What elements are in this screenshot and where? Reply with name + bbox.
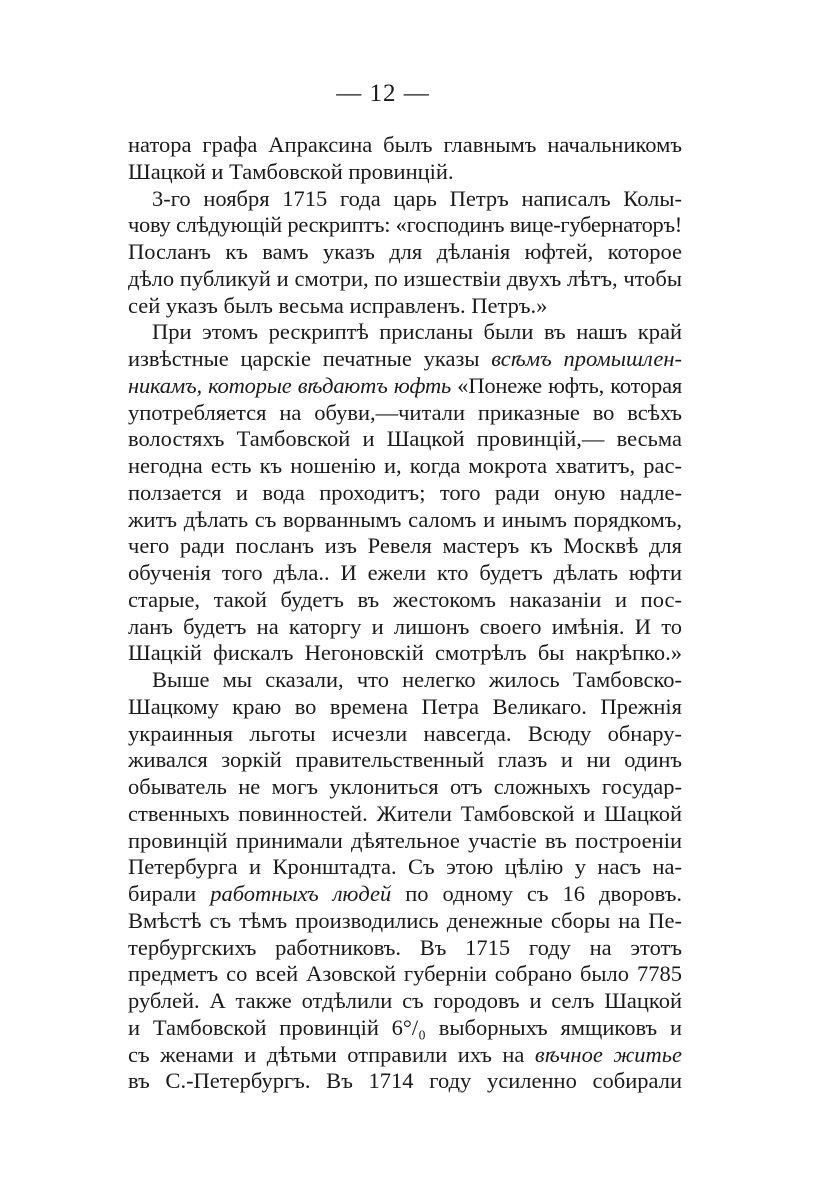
text-line: [128, 961, 682, 988]
text-segment: волостяхъ Тамбовской и Шацкой провинцій,— весьма: [128, 426, 682, 452]
text-segment: дѣло публикуй и смотри, по изшествіи двухъ лѣтъ, чтобы: [128, 265, 682, 291]
text-line: [128, 346, 682, 373]
text-line: [128, 935, 682, 962]
text-segment: При этомъ рескриптѣ присланы были въ нашъ край: [152, 319, 682, 345]
body-text: [128, 132, 682, 1095]
text-segment: живался зоркій правительственный глазъ и ни одинъ: [128, 747, 682, 773]
text-line: [128, 1068, 682, 1095]
text-segment: сей указъ былъ весьма исправленъ. Петръ.»: [128, 292, 548, 318]
text-segment: чову слѣдующій рескриптъ: «господинъ вице-губернаторъ!: [128, 212, 682, 238]
text-line: [128, 319, 682, 346]
text-segment: обученія того дѣла.. И ежели кто будетъ дѣлать юфти: [128, 560, 682, 585]
text-line: [128, 373, 682, 400]
text-segment: обыватель не могъ уклониться отъ сложныхъ государ-: [128, 774, 682, 799]
italic-text: работныхъ людей: [210, 881, 392, 906]
text-line: [128, 881, 682, 908]
text-line: [128, 132, 682, 159]
text-line: [128, 453, 682, 480]
text-segment: Вмѣстѣ съ тѣмъ производились денежные сборы на Пе-: [128, 907, 682, 933]
text-line: [128, 828, 682, 855]
text-line: [128, 212, 682, 239]
text-segment: житъ дѣлать съ ворваннымъ саломъ и инымъ порядкомъ,: [128, 506, 682, 532]
text-line: [128, 721, 682, 748]
text-segment: украинныя льготы исчезли навсегда. Всюду обнару-: [128, 720, 682, 746]
text-line: [128, 560, 682, 587]
text-segment: съ женами и дѣтьми отправили ихъ на: [128, 1041, 535, 1067]
italic-text: никамъ, которые вѣдаютъ юфть: [128, 372, 452, 398]
text-segment: ползается и вода проходитъ; того ради оную надле-: [128, 479, 682, 505]
text-line: [128, 667, 682, 694]
text-segment: по одному съ 16 дворовъ.: [391, 881, 682, 906]
text-segment: Посланъ къ вамъ указъ для дѣланія юфтей, которое: [128, 239, 682, 264]
text-segment: ственныхъ повинностей. Жители Тамбовской и Шацкой: [128, 800, 682, 826]
text-segment: предметъ со всей Азовской губерніи собрано было 7785: [128, 961, 682, 987]
text-segment: Шацкой и Тамбовской провинцій.: [128, 158, 454, 184]
text-segment: Шацкому краю во времена Петра Великаго. Прежнія: [128, 693, 682, 719]
text-line: [128, 988, 682, 1015]
text-line: [128, 908, 682, 935]
text-line: [128, 1042, 682, 1069]
text-line: [128, 587, 682, 614]
text-segment: Шацкій фискалъ Негоновскій смотрѣлъ бы накрѣпко.»: [128, 640, 682, 666]
text-segment: рублей. А также отдѣлили съ городовъ и селъ Шацкой: [128, 988, 682, 1013]
text-line: [128, 533, 682, 560]
text-line: [128, 159, 682, 186]
text-line: [128, 186, 682, 213]
text-segment: употребляется на обуви,—читали приказные во всѣхъ: [128, 399, 682, 425]
text-segment: бирали: [128, 881, 211, 906]
text-segment: въ С.-Петербургъ. Въ 1714 году усиленно собирали: [128, 1068, 682, 1094]
text-segment: старые, такой будетъ въ жестокомъ наказаніи и пос-: [128, 586, 682, 612]
text-line: [128, 747, 682, 774]
text-line: [128, 426, 682, 453]
text-line: [128, 400, 682, 427]
text-line: [128, 854, 682, 881]
text-segment: натора графа Апраксина былъ главнымъ начальникомъ: [128, 132, 682, 157]
text-segment: негодна есть къ ношенію и, когда мокрота хватитъ, рас-: [128, 453, 682, 478]
italic-text: всѣмъ промышлен-: [491, 346, 682, 371]
text-line: [128, 507, 682, 534]
text-line: [128, 239, 682, 266]
text-segment: Выше мы сказали, что нелегко жилось Тамбовско-: [152, 667, 682, 692]
text-segment: чего ради посланъ изъ Ревеля мастеръ къ Москвѣ для: [128, 533, 682, 559]
text-segment: Петербурга и Кронштадта. Съ этою цѣлію у насъ на-: [128, 854, 682, 880]
text-line: [128, 774, 682, 801]
text-line: [128, 1015, 682, 1042]
text-line: [128, 614, 682, 641]
text-line: [128, 694, 682, 721]
text-segment: и Тамбовской провинцій 6°/₀ выборныхъ ямщиковъ и: [128, 1014, 682, 1040]
text-segment: ланъ будетъ на каторгу и лишонъ своего имѣнія. И то: [128, 613, 682, 639]
page-number: — 12 —: [336, 80, 430, 107]
text-segment: 3-го ноября 1715 года царь Петръ написалъ Колы-: [152, 185, 682, 211]
text-segment: извѣстные царскіе печатные указы: [128, 346, 492, 371]
text-line: [128, 480, 682, 507]
text-line: [128, 801, 682, 828]
text-segment: провинцій принимали дѣятельное участіе въ построеніи: [128, 827, 682, 853]
text-segment: тербургскихъ работниковъ. Въ 1715 году на этотъ: [128, 934, 682, 960]
text-line: [128, 266, 682, 293]
text-line: [128, 293, 682, 320]
text-segment: «Понеже юфть, которая: [451, 372, 683, 398]
italic-text: вѣчное житье: [534, 1041, 682, 1067]
text-line: [128, 640, 682, 667]
